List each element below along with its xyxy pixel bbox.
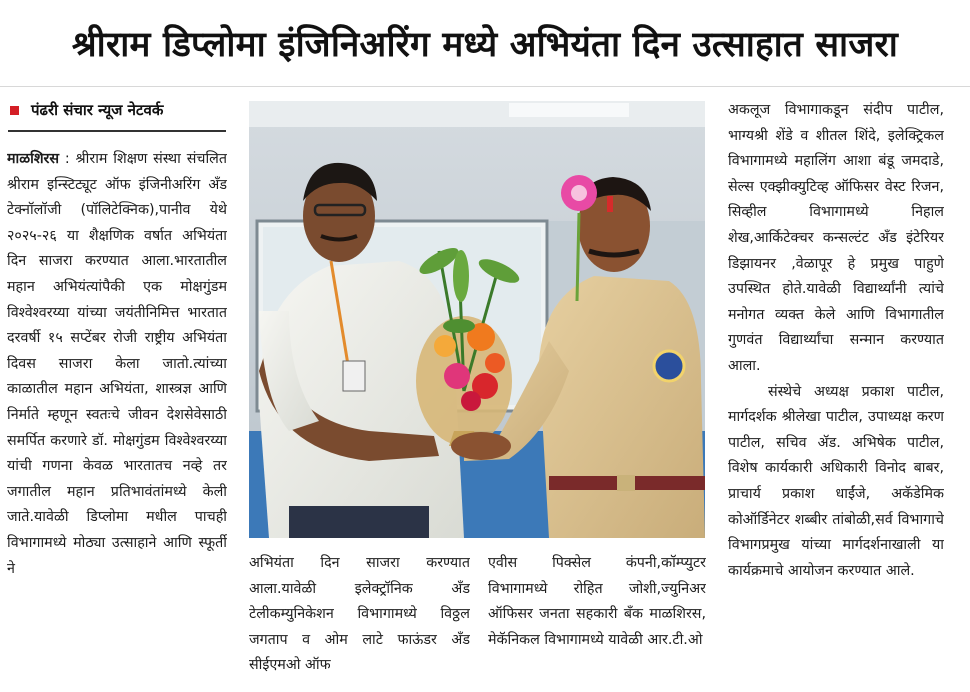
column-4-paragraph-1: अकलूज विभागाकडून संदीप पाटील, भाग्यश्री शेंडे व शीतल शिंदे, इलेक्ट्रिकल विभागामध्ये महालिंग आशा बंडू जमदाडे, सेल्स एक्झीक्युटिव्ह ऑफिसर वेस्ट रिजन, सिव्हील विभागामध्ये निहाल शेख,आर्किटेक्चर कन्सल्टंट अँड इंटेरियर डिझायनर ,वेळापूर हे प्रमुख पाहुणे उपस्थित होते.यावेळी विद्यार्थ्यांनी त्यांचे मनोगत व्यक्त केले आणि विभागातील गुणवंत विद्यार्थ्यांचा सन्मान करण्यात आला. — [728, 102, 944, 374]
article-photo — [249, 101, 705, 538]
article-column-4 — [728, 98, 944, 688]
article-column-3 — [488, 551, 706, 687]
column-2-text: अभियंता दिन साजरा करण्यात आला.यावेळी इलेक्ट्रॉनिक अँड टेलीकम्युनिकेशन विभागामध्ये विठ्ठल जगताप व ओम लाटे फाऊंडर अँड सीईएमओ ऑफ — [249, 555, 470, 674]
byline-divider — [8, 130, 226, 132]
headline-divider — [0, 86, 970, 87]
photo-two-men-exchanging-bouquet — [249, 101, 705, 538]
headline: श्रीराम डिप्लोमा इंजिनिअरिंग मध्ये अभियंता दिन उत्साहात साजरा — [71, 24, 899, 65]
red-square-icon — [10, 106, 19, 115]
article-column-1 — [7, 147, 227, 687]
article-column-2 — [249, 551, 470, 687]
column-1-text: : श्रीराम शिक्षण संस्था संचलित श्रीराम इन्स्टिट्यूट ऑफ इंजिनीअरिंग अँड टेक्नॉलॉजी (पॉलिटेक्निक),पानीव येथे २०२५-२६ या शैक्षणिक वर्षात अभियंता दिन साजरा करण्यात आला.भारतातील महान अभियंत्यांपैकी एक मोक्षगुंडम विश्वेश्वरय्या यांच्या जयंतीनिमित्त भारतात दरवर्षी १५ सप्टेंबर रोजी राष्ट्रीय अभियंता दिवस साजरा केला जातो.त्यांच्या काळातील महान अभियंता, शास्त्रज्ञ आणि निर्माते म्हणून स्वतःचे जीवन देशसेवेसाठी समर्पित करणारे डॉ. मोक्षगुंडम विश्वेश्वरय्या यांची गणना केवळ भारतातच नव्हे तर जगातील महान प्रतिभावंतांमध्ये केली जाते.यावेळी डिप्लोमा मधील पाचही विभागामध्ये मोठ्या उत्साहाने आणि स्फूर्ती ने — [7, 151, 227, 577]
byline — [10, 100, 226, 120]
dateline: माळशिरस — [7, 151, 60, 167]
byline-text: पंढरी संचार न्यूज नेटवर्क — [31, 101, 164, 119]
column-3-text: एवीस पिक्सेल कंपनी,कॉम्प्युटर विभागामध्ये रोहित जोशी,ज्युनिअर ऑफिसर जनता सहकारी बँक माळशिरस, मेकॅनिकल विभागामध्ये यावेळी आर.टी.ओ — [488, 555, 706, 648]
column-4-paragraph-2: संस्थेचे अध्यक्ष प्रकाश पाटील, मार्गदर्शक श्रीलेखा पाटील, उपाध्यक्ष करण पाटील, सचिव ॲड. अभिषेक पाटील, विशेष कार्यकारी अधिकारी विनोद बाबर, प्राचार्य प्रकाश धाईंजे, अकॅडेमिक कोऑर्डिनेटर शब्बीर तांबोळी,सर्व विभागाचे विभागप्रमुख यांच्या मार्गदर्शनाखाली या कार्यक्रमाचे आयोजन करण्यात आले. — [728, 383, 944, 579]
